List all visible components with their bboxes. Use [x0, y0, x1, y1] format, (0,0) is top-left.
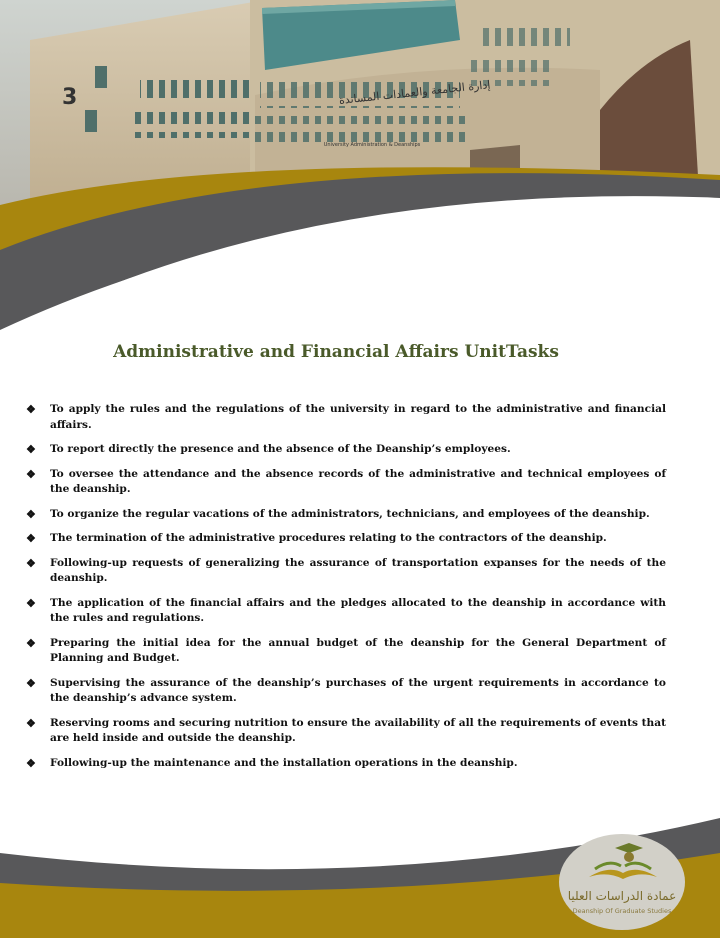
building-sign-arabic: إدارة الجامعة والعمادات المساندة	[338, 78, 491, 107]
diamond-bullet-icon: ❖	[26, 756, 36, 770]
diamond-bullet-icon: ❖	[26, 403, 36, 416]
task-text: To organize the regular vacations of the administrators, technicians, and employees of the deanship.	[50, 507, 650, 520]
task-text: The application of the financial affairs and the pledges allocated to the deanship in accordance with the rules and regulations.	[50, 596, 666, 624]
building-sign-english: University Administration & Deanships	[323, 142, 421, 148]
diamond-bullet-icon: ❖	[26, 676, 36, 690]
task-text: Following-up the maintenance and the installation operations in the deanship.	[50, 756, 518, 769]
task-text: Supervising the assurance of the deanship’s purchases of the urgent requirements in accordance to the deanship’s advance system.	[50, 676, 666, 704]
task-text: The termination of the administrative procedures relating to the contractors of the deanship.	[50, 532, 607, 544]
logo-text-english: Deanship Of Graduate Studies	[572, 907, 672, 915]
list-item	[26, 716, 666, 747]
list-item	[26, 596, 666, 627]
diamond-bullet-icon: ❖	[26, 443, 36, 456]
list-item	[26, 531, 666, 547]
diamond-bullet-icon: ❖	[26, 532, 36, 545]
diamond-bullet-icon: ❖	[26, 507, 36, 521]
list-item	[26, 442, 666, 458]
task-list	[26, 402, 666, 780]
task-text: Following-up requests of generalizing the assurance of transportation expanses for the needs of the deanship.	[50, 556, 666, 584]
diamond-bullet-icon: ❖	[26, 716, 36, 730]
building-number: 3	[62, 85, 78, 110]
task-text: Reserving rooms and securing nutrition to ensure the availability of all the requirements of events that are held inside and outside the deanship.	[50, 716, 666, 744]
task-text: To report directly the presence and the absence of the Deanship’s employees.	[50, 443, 511, 455]
diamond-bullet-icon: ❖	[26, 596, 36, 610]
list-item	[26, 507, 666, 523]
diamond-bullet-icon: ❖	[26, 556, 36, 570]
logo-emblem	[559, 833, 685, 931]
list-item	[26, 676, 666, 707]
logo-text-arabic: عمادة الدراسات العليا	[567, 889, 677, 903]
diamond-bullet-icon: ❖	[26, 636, 36, 650]
list-item	[26, 467, 666, 498]
list-item	[26, 756, 666, 772]
list-item	[26, 402, 666, 433]
deanship-logo	[559, 833, 685, 931]
task-text: Preparing the initial idea for the annual budget of the deanship for the General Department of Planning and Budget.	[50, 636, 666, 664]
page-title: Administrative and Financial Affairs UnitTasks	[113, 342, 559, 362]
diamond-bullet-icon: ❖	[26, 467, 36, 481]
task-text: To apply the rules and the regulations of the university in regard to the administrative and financial affairs.	[50, 403, 666, 431]
header-banner	[0, 0, 720, 340]
list-item	[26, 556, 666, 587]
task-text: To oversee the attendance and the absence records of the administrative and technical employees of the deanship.	[50, 467, 666, 495]
list-item	[26, 636, 666, 667]
